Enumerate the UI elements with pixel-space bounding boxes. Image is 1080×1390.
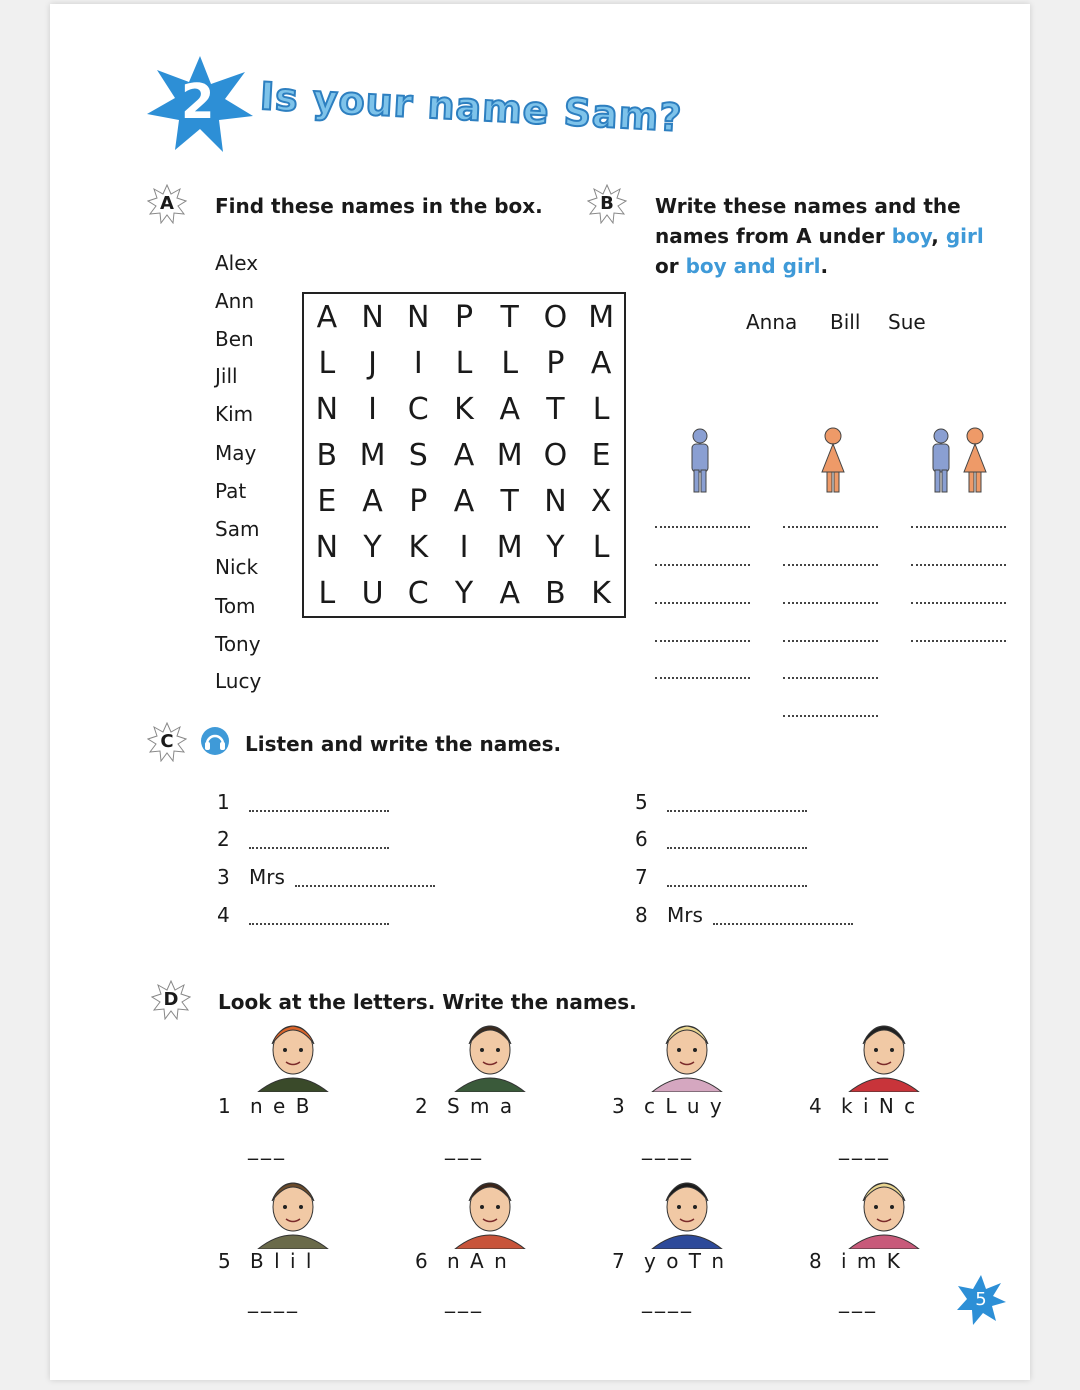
- answer-line[interactable]: [249, 810, 389, 812]
- answer-line[interactable]: [911, 564, 1006, 566]
- child-portrait-icon: [445, 1169, 535, 1249]
- grid-letter[interactable]: N: [315, 391, 339, 427]
- item-number: 7: [612, 1249, 627, 1273]
- answer-line[interactable]: [911, 602, 1006, 604]
- answer-blanks[interactable]: ___: [445, 1289, 484, 1313]
- headphones-icon: [200, 726, 230, 756]
- scrambled-letters: n A n: [447, 1249, 509, 1273]
- grid-letter[interactable]: A: [453, 437, 475, 473]
- grid-letter[interactable]: B: [545, 575, 566, 611]
- section-a-instruction: Find these names in the box.: [215, 194, 543, 218]
- item-number: 8: [635, 903, 648, 927]
- answer-blanks[interactable]: ___: [839, 1289, 878, 1313]
- answer-blanks[interactable]: ____: [642, 1289, 694, 1313]
- grid-letter[interactable]: P: [454, 299, 474, 335]
- answer-line[interactable]: [713, 923, 853, 925]
- name-list-item: Sam: [215, 517, 260, 541]
- answer-line[interactable]: [295, 885, 435, 887]
- section-c-letter: C: [160, 731, 174, 752]
- answer-line[interactable]: [911, 640, 1006, 642]
- grid-letter[interactable]: P: [409, 483, 428, 519]
- grid-letter[interactable]: A: [499, 391, 520, 427]
- item-number: 3: [612, 1094, 627, 1118]
- scrambled-letters: c L u y: [644, 1094, 724, 1118]
- scrambled-letters: n e B: [250, 1094, 312, 1118]
- name-list-item: Nick: [215, 555, 259, 579]
- scrambled-letters: B l i l: [250, 1249, 314, 1273]
- scrambled-letters: k i N c: [841, 1094, 918, 1118]
- name-list-item: Ben: [215, 327, 254, 351]
- page-title: Is your name Sam?: [258, 74, 684, 141]
- grid-letter[interactable]: P: [546, 345, 565, 381]
- grid-letter[interactable]: Y: [454, 575, 474, 611]
- grid-letter[interactable]: L: [318, 575, 336, 611]
- section-d-badge: [151, 980, 191, 1020]
- grid-letter[interactable]: T: [546, 391, 565, 427]
- item-number: 8: [809, 1249, 824, 1273]
- section-b-instruction-line3: [655, 254, 828, 278]
- item-number: 2: [217, 827, 230, 851]
- unit-number-star: [145, 54, 255, 154]
- item-number: 2: [415, 1094, 430, 1118]
- answer-blanks[interactable]: ____: [248, 1289, 300, 1313]
- grid-letter[interactable]: N: [544, 483, 567, 519]
- name-sue: Sue: [888, 310, 926, 334]
- name-list-item: Lucy: [215, 669, 262, 693]
- scrambled-letters: i m K: [841, 1249, 902, 1273]
- answer-blanks[interactable]: ___: [248, 1136, 287, 1160]
- answer-line[interactable]: [783, 602, 878, 604]
- item-number: 7: [635, 865, 648, 889]
- comma: ,: [931, 224, 946, 248]
- grid-letter[interactable]: O: [543, 437, 568, 473]
- section-d-instruction: Look at the letters. Write the names.: [218, 990, 637, 1014]
- grid-letter[interactable]: E: [591, 437, 611, 473]
- grid-letter[interactable]: A: [453, 483, 475, 519]
- girl-icon: [818, 426, 848, 496]
- section-b-badge: [587, 184, 627, 224]
- answer-line[interactable]: [655, 602, 750, 604]
- section-a-badge: [147, 184, 187, 224]
- grid-letter[interactable]: A: [362, 483, 383, 519]
- grid-letter[interactable]: T: [500, 483, 519, 519]
- grid-letter[interactable]: E: [317, 483, 337, 519]
- section-a-letter: A: [160, 193, 174, 214]
- grid-letter[interactable]: M: [496, 437, 523, 473]
- item-number: 4: [217, 903, 230, 927]
- answer-blanks[interactable]: ____: [642, 1136, 694, 1160]
- grid-letter[interactable]: C: [407, 575, 429, 611]
- grid-letter[interactable]: I: [413, 345, 423, 381]
- scrambled-letters: S m a: [447, 1094, 515, 1118]
- grid-letter[interactable]: Y: [363, 529, 382, 565]
- grid-letter[interactable]: K: [454, 391, 474, 427]
- instruction-text: or: [655, 254, 686, 278]
- child-portrait-icon: [839, 1012, 929, 1092]
- answer-line[interactable]: [655, 526, 750, 528]
- grid-letter[interactable]: M: [588, 299, 615, 335]
- child-portrait-icon: [248, 1012, 338, 1092]
- name-list-item: May: [215, 441, 257, 465]
- item-number: 1: [218, 1094, 233, 1118]
- section-d-letter: D: [163, 989, 179, 1010]
- grid-letter[interactable]: I: [459, 529, 469, 565]
- answer-line[interactable]: [667, 885, 807, 887]
- grid-letter[interactable]: M: [359, 437, 386, 473]
- name-list-item: Kim: [215, 402, 254, 426]
- section-b-instruction-line1: Write these names and the: [655, 194, 961, 218]
- child-portrait-icon: [839, 1169, 929, 1249]
- answer-blanks[interactable]: ____: [839, 1136, 891, 1160]
- child-portrait-icon: [642, 1012, 732, 1092]
- grid-letter[interactable]: N: [407, 299, 430, 335]
- boy-icon: [685, 426, 715, 496]
- answer-line[interactable]: [783, 564, 878, 566]
- grid-letter[interactable]: L: [318, 345, 336, 381]
- grid-letter[interactable]: K: [408, 529, 429, 565]
- prefix-mrs: Mrs: [249, 865, 285, 889]
- grid-letter[interactable]: L: [501, 345, 519, 381]
- item-number: 6: [415, 1249, 430, 1273]
- name-bill: Bill: [830, 310, 861, 334]
- answer-line[interactable]: [783, 677, 878, 679]
- word-search-grid: [302, 292, 626, 618]
- word-girl: girl: [945, 224, 984, 248]
- answer-line[interactable]: [655, 564, 750, 566]
- name-list-item: Pat: [215, 479, 247, 503]
- section-c-badge: [147, 722, 187, 762]
- name-anna: Anna: [746, 310, 798, 334]
- child-portrait-icon: [642, 1169, 732, 1249]
- grid-letter[interactable]: C: [407, 391, 429, 427]
- name-list-item: Ann: [215, 289, 255, 313]
- answer-line[interactable]: [667, 810, 807, 812]
- item-number: 5: [218, 1249, 233, 1273]
- grid-letter[interactable]: L: [592, 391, 610, 427]
- grid-letter[interactable]: A: [499, 575, 520, 611]
- period: .: [820, 254, 829, 278]
- scrambled-letters: y o T n: [644, 1249, 727, 1273]
- answer-line[interactable]: [249, 847, 389, 849]
- grid-letter[interactable]: S: [408, 437, 428, 473]
- grid-letter[interactable]: O: [543, 299, 568, 335]
- instruction-text: names from A under: [655, 224, 892, 248]
- answer-line[interactable]: [911, 526, 1006, 528]
- grid-letter[interactable]: U: [361, 575, 384, 611]
- grid-letter[interactable]: L: [455, 345, 473, 381]
- grid-letter[interactable]: Y: [546, 529, 565, 565]
- grid-letter[interactable]: B: [316, 437, 338, 473]
- boy-and-girl-icon: [926, 426, 996, 496]
- grid-letter[interactable]: X: [590, 483, 612, 519]
- answer-line[interactable]: [655, 640, 750, 642]
- section-b-letter: B: [600, 193, 614, 214]
- child-portrait-icon: [445, 1012, 535, 1092]
- grid-letter[interactable]: A: [590, 345, 612, 381]
- answer-line[interactable]: [655, 677, 750, 679]
- grid-letter[interactable]: M: [496, 529, 523, 565]
- item-number: 6: [635, 827, 648, 851]
- page-number-star: [955, 1274, 1007, 1326]
- name-list-item: Tom: [215, 594, 256, 618]
- name-list-item: Alex: [215, 251, 259, 275]
- answer-line[interactable]: [249, 923, 389, 925]
- item-number: 3: [217, 865, 230, 889]
- grid-letter[interactable]: A: [316, 299, 338, 335]
- grid-letter[interactable]: I: [368, 391, 377, 427]
- grid-letter[interactable]: K: [591, 575, 611, 611]
- workbook-page: [50, 4, 1030, 1380]
- grid-letter[interactable]: N: [361, 299, 384, 335]
- answer-blanks[interactable]: ___: [445, 1136, 484, 1160]
- unit-number: 2: [181, 74, 215, 130]
- item-number: 1: [217, 790, 230, 814]
- child-portrait-icon: [248, 1169, 338, 1249]
- page-number: 5: [975, 1289, 987, 1310]
- answer-line[interactable]: [667, 847, 807, 849]
- word-boy-and-girl: boy and girl: [685, 254, 821, 278]
- answer-line[interactable]: [783, 640, 878, 642]
- item-number: 4: [809, 1094, 824, 1118]
- answer-line[interactable]: [783, 526, 878, 528]
- grid-letter[interactable]: T: [500, 299, 519, 335]
- grid-letter[interactable]: L: [592, 529, 610, 565]
- name-list-item: Jill: [215, 364, 238, 388]
- answer-line[interactable]: [783, 715, 878, 717]
- name-list-item: Tony: [215, 632, 261, 656]
- section-c-instruction: Listen and write the names.: [245, 732, 562, 756]
- grid-letter[interactable]: N: [315, 529, 339, 565]
- item-number: 5: [635, 790, 648, 814]
- grid-letter[interactable]: J: [368, 345, 377, 381]
- word-boy: boy: [891, 224, 932, 248]
- prefix-mrs: Mrs: [667, 903, 703, 927]
- section-b-instruction-line2: [655, 224, 984, 248]
